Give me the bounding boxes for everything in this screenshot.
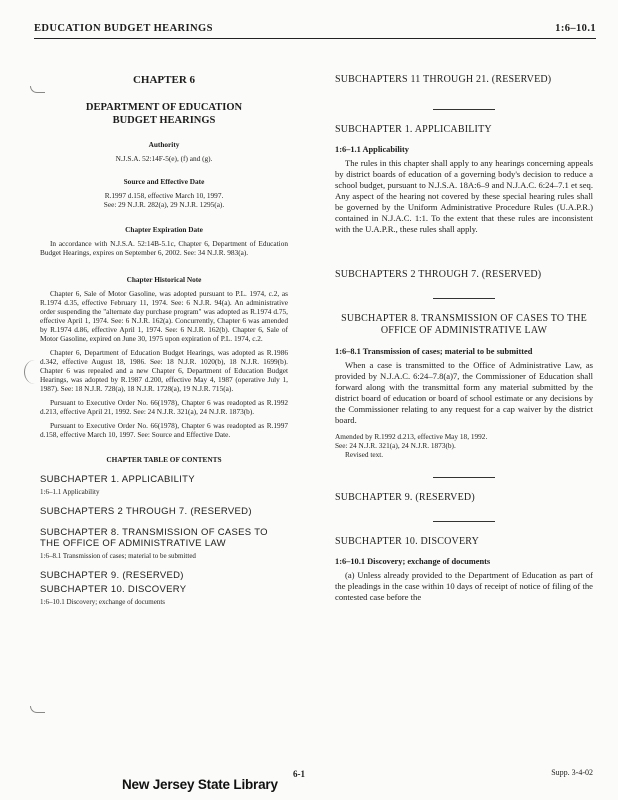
chapter-title: CHAPTER 6: [132, 74, 196, 86]
subchapter-10-heading: SUBCHAPTER 10. DISCOVERY: [335, 536, 479, 547]
amendment-note: Amended by R.1992 d.213, effective May 18, 1992.: [335, 432, 488, 441]
section-rule: [433, 477, 495, 478]
toc-entry: 1:6–8.1 Transmission of cases; material to be submitted: [40, 552, 196, 560]
subchapters-2-7-heading: SUBCHAPTERS 2 THROUGH 7. (RESERVED): [335, 269, 542, 280]
amendment-see: See: 24 N.J.R. 321(a), 24 N.J.R. 1873(b).: [335, 441, 456, 450]
toc-subchapter: SUBCHAPTER 8. TRANSMISSION OF CASES TO THE OFFICE OF ADMINISTRATIVE LAW: [40, 527, 268, 549]
running-header: [34, 22, 596, 39]
subchapters-11-21-heading: SUBCHAPTERS 11 THROUGH 21. (RESERVED): [335, 74, 552, 85]
subchapter-1-heading: SUBCHAPTER 1. APPLICABILITY: [335, 124, 492, 135]
source-heading: Source and Effective Date: [123, 177, 205, 186]
margin-mark: [30, 706, 45, 713]
section-10-1-text: (a) Unless already provided to the Department of Education as part of the pleadings in the case within 10 days of receipt of notice of filing of the contested case before the: [335, 570, 593, 602]
supplement-date: Supp. 3-4-02: [551, 768, 593, 777]
toc-heading: CHAPTER TABLE OF CONTENTS: [106, 455, 222, 464]
section-rule: [433, 298, 495, 299]
department-title: [40, 101, 288, 127]
department-line: BUDGET HEARINGS: [112, 115, 216, 126]
toc-subchapter: SUBCHAPTERS 2 THROUGH 7. (RESERVED): [40, 506, 252, 517]
section-10-1-heading: 1:6–10.1 Discovery; exchange of documents: [335, 557, 491, 566]
left-column: [40, 62, 288, 610]
subchapter-8-heading: SUBCHAPTER 8. TRANSMISSION OF CASES TO THE OFFICE OF ADMINISTRATIVE LAW: [341, 313, 587, 336]
authority-heading: Authority: [148, 140, 180, 149]
toc-subchapter: SUBCHAPTER 9. (RESERVED): [40, 570, 184, 581]
history-heading: Chapter Historical Note: [126, 275, 202, 284]
history-paragraph: Pursuant to Executive Order No. 66(1978), Chapter 6 was readopted as R.1997 d.158, effective March 10, 1997. See: Source and Effective Date.: [40, 421, 288, 439]
section-rule: [433, 521, 495, 522]
toc-subchapter: SUBCHAPTER 1. APPLICABILITY: [40, 474, 195, 485]
section-8-1-heading: 1:6–8.1 Transmission of cases; material to be submitted: [335, 347, 533, 356]
department-line: DEPARTMENT OF EDUCATION: [85, 102, 243, 113]
library-stamp: New Jersey State Library: [122, 777, 278, 792]
history-paragraph: Chapter 6, Sale of Motor Gasoline, was adopted pursuant to P.L. 1974, c.2, as R.1974 d.35, effective February 11, 1974. See: 6 N.J.R. 94(a). An administrative order suspending the "alternate day purchase program" was adopted as R.1974 d.75, effective April 1, 1974. See: 6 N.J.R. 162(a). Concurrently, Chapter 6 was amended by R.1974 d.86, effective April 1, 1974. See: 6 N.J.R. 162(b). Chapter 6, Sale of Motor Gasoline, expired on June 30, 1975 upon expiration of P.L. 1974, c.2.: [40, 289, 288, 343]
toc-entry: 1:6–10.1 Discovery; exchange of documents: [40, 598, 165, 606]
history-paragraph: Pursuant to Executive Order No. 66(1978), Chapter 6 was readopted as R.1992 d.213, effective April 21, 1992. See: 24 N.J.R. 321(a), 24 N.J.R. 1873(b).: [40, 398, 288, 416]
expiration-text: In accordance with N.J.S.A. 52:14B-5.1c, Chapter 6, Department of Education Budget Hearings, expires on September 6, 2002. See: 34 N.J.R. 983(a).: [40, 239, 288, 257]
expiration-heading: Chapter Expiration Date: [125, 225, 203, 234]
section-1-1-text: The rules in this chapter shall apply to any hearings concerning appeals by district boards of education of a governing body's decision to reduce a school budget, pursuant to N.J.S.A. 18A:6–9 and N.J.A.C. 6:24–7.1 et seq. Any aspect of the hearing not covered by these special hearing rules shall be governed by the Uniform Administrative Procedure Rules (U.A.P.R.) contained in N.J.A.C. 1:1. To the extent that these rules are inconsistent with the U.A.P.R., these rules shall apply.: [335, 158, 593, 234]
toc-entry: 1:6–1.1 Applicability: [40, 488, 100, 496]
source-line: R.1997 d.158, effective March 10, 1997.: [104, 191, 224, 200]
history-paragraph: Chapter 6, Department of Education Budget Hearings, was adopted as R.1986 d.342, effective August 18, 1986. See: 18 N.J.R. 1020(b), 18 N.J.R. 1699(b). Chapter 6 was repealed and a new Chapter 6, Department of Education Budget Hearings, was adopted by R.1987 d.200, effective May 4, 1987 (operative July 1, 1987). See: 18 N.J.R. 728(a), 18 N.J.R. 1728(a), 19 N.J.R. 715(a).: [40, 348, 288, 393]
header-title: EDUCATION BUDGET HEARINGS: [34, 23, 213, 34]
authority-text: N.J.S.A. 52:14F-5(e), (f) and (g).: [115, 154, 213, 163]
section-1-1-heading: 1:6–1.1 Applicability: [335, 145, 409, 154]
section-8-1-text: When a case is transmitted to the Office of Administrative Law, as provided by N.J.A.C. 6:24–7.8(a)7, the Commissioner of Education shall forward along with the transmittal form any material submitted by the district board of education or board of school estimate or any decisions by the Commissioner relating to any request for a cap waiver by the district board.: [335, 360, 593, 425]
header-section: 1:6–10.1: [555, 23, 596, 34]
source-line: See: 29 N.J.R. 282(a), 29 N.J.R. 1295(a).: [103, 200, 225, 209]
section-rule: [433, 109, 495, 110]
right-column: [335, 62, 593, 609]
amendment-revised: Revised text.: [345, 450, 384, 459]
subchapter-9-heading: SUBCHAPTER 9. (RESERVED): [335, 492, 475, 503]
page-number: 6-1: [293, 769, 305, 779]
toc-subchapter: SUBCHAPTER 10. DISCOVERY: [40, 584, 187, 595]
